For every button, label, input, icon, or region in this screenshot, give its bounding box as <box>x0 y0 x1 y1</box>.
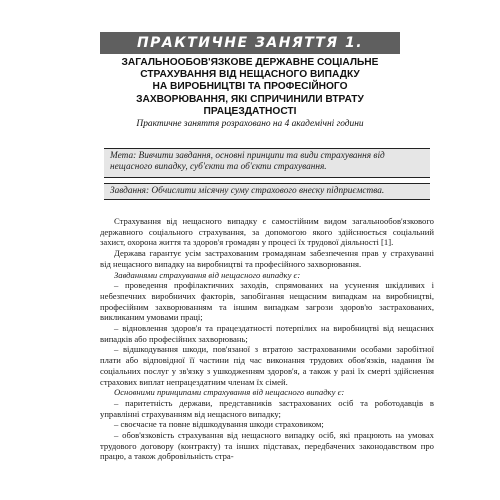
goal-box: Мета: Вивчити завдання, основні принципи та види страхування від нещасного випадку, суб'єкти та об'єкти страхування. <box>104 148 430 178</box>
list-item: – відшкодування шкоди, пов'язаної з втратою застрахованими особами заробітної плати або відповідної її частини під час виконання трудових обов'язків, надання їм соціальних послуг у зв'язку з ушкодженням здоров'я, а також у разі їх смерті здійснення страхових виплат непрацездатним членам їх сімей. <box>100 344 434 387</box>
lesson-banner: ПРАКТИЧНЕ ЗАНЯТТЯ 1. <box>100 32 400 54</box>
list-item: – проведення профілактичних заходів, спрямованих на усунення шкідливих і небезпечних виробничих факторів, запобігання нещасним випадкам на виробництві, професійним захворюванням та іншим випадкам загрози здоров'ю застрахованих, викликаним умовами праці; <box>100 280 434 323</box>
list-item: – обов'язковість страхування від нещасного випадку осіб, які працюють на умовах трудового договору (контракту) та інших підставах, передбачених законодавством про працю, а також добровільність стра- <box>100 430 434 462</box>
title-line: НА ВИРОБНИЦТВІ ТА ПРОФЕСІЙНОГО <box>152 81 348 93</box>
duration-note: Практичне заняття розраховано на 4 академічні години <box>136 119 364 129</box>
list-item: – відновлення здоров'я та працездатності потерпілих на виробництві від нещасних випадків або професійних захворювань; <box>100 323 434 344</box>
lesson-title <box>104 57 396 118</box>
list-item: – паритетність держави, представників застрахованих осіб та роботодавців в управлінні страхуванням від нещасного випадку; <box>100 397 434 419</box>
subheading: Основними принципами страхування від нещасного випадку є: <box>114 387 345 398</box>
paragraph: Страхування від нещасного випадку є самостійним видом загальнообов'язкового державного соціального страхування, за допомогою якого здійснюється соціальний захист, охорона життя та здоров'я громадян у процесі їх трудової діяльності [1]. <box>100 216 434 248</box>
body-text <box>100 216 434 462</box>
list-item: – своєчасне та повне відшкодування шкоди страховиком; <box>114 419 324 430</box>
title-line: ЗАХВОРЮВАННЯ, ЯКІ СПРИЧИНИЛИ ВТРАТУ <box>136 93 364 105</box>
task-box: Завдання: Обчислити місячну суму страхового внеску підприємства. <box>104 183 430 200</box>
subheading: Завданнями страхування від нещасного випадку є: <box>114 269 301 280</box>
title-line: ЗАГАЛЬНООБОВ'ЯЗКОВЕ ДЕРЖАВНЕ СОЦІАЛЬНЕ <box>121 57 379 68</box>
title-line: ПРАЦЕЗДАТНОСТІ <box>203 105 297 117</box>
title-line: СТРАХУВАННЯ ВІД НЕЩАСНОГО ВИПАДКУ <box>140 69 360 81</box>
paragraph: Держава гарантує усім застрахованим громадянам забезпечення прав у страхуванні від нещасного випадку на виробництві та професійного захворювання. <box>100 248 434 269</box>
